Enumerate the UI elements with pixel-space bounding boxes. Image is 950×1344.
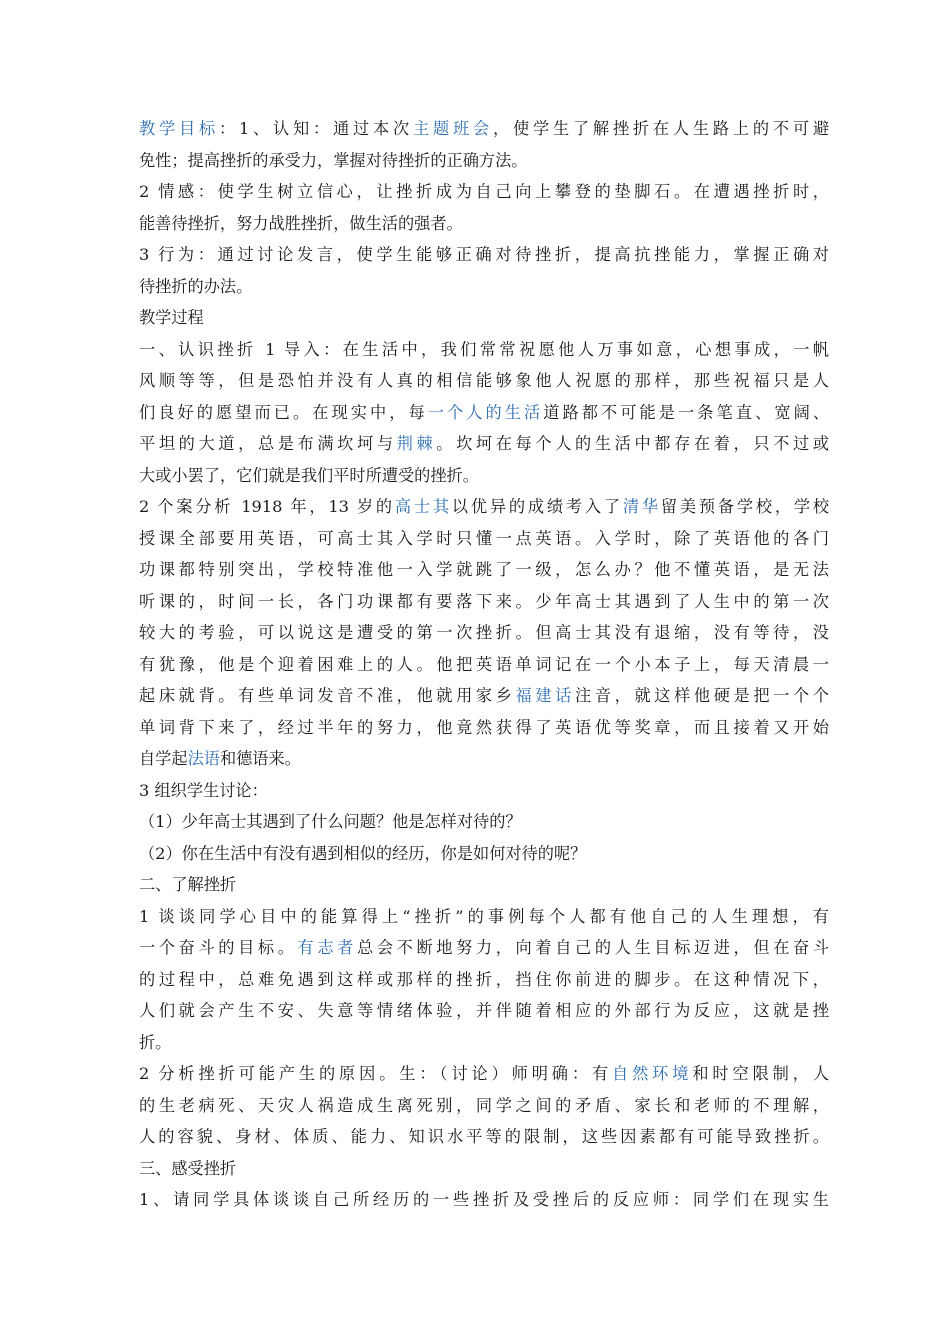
text-line — [139, 649, 829, 681]
text-line — [139, 586, 829, 618]
text-segment: 人的容貌、身材、体质、能力、知识水平等的限制，这些因素都有可能导致挫折。 — [139, 1127, 829, 1146]
text-segment: 总会不断地努力，向着自己的人生目标迈进，但在奋斗 — [357, 938, 830, 957]
keyword-link[interactable]: 高士其 — [394, 497, 452, 516]
text-line — [139, 302, 829, 334]
text-segment: 平坦的大道，总是布满坎坷与 — [139, 434, 397, 453]
text-line — [139, 145, 829, 177]
text-line — [139, 806, 829, 838]
text-line — [139, 523, 829, 555]
text-line — [139, 775, 829, 807]
keyword-link[interactable]: 法语 — [187, 749, 220, 768]
keyword-link[interactable]: 一个人的生活 — [427, 402, 544, 422]
text-segment: 二、了解挫折 — [139, 875, 237, 894]
text-segment: （2）你在生活中有没有遇到相似的经历，你是如何对待的呢？ — [139, 843, 587, 863]
text-segment: 起床就背。有些单词发音不准，他就用家乡 — [139, 686, 516, 705]
text-line — [139, 1153, 829, 1185]
text-segment: 授课全部要用英语，可高士其入学时只懂一点英语。入学时，除了英语他的各门 — [139, 528, 829, 548]
text-segment: （1）少年高士其遇到了什么问题？他是怎样对待的？ — [139, 812, 522, 831]
text-segment: 大或小罢了，它们就是我们平时所遭受的挫折。 — [139, 465, 479, 485]
text-segment: 人们就会产生不安、失意等情绪体验，并伴随着相应的外部行为反应，这就是挫 — [139, 1001, 829, 1020]
text-segment: 单词背下来了，经过半年的努力，他竟然获得了英语优等奖章，而且接着又开始 — [139, 717, 829, 737]
text-segment: 教学过程 — [139, 308, 204, 327]
keyword-link[interactable]: 主题班会 — [413, 119, 493, 138]
text-segment: 们良好的愿望而已。在现实中，每 — [139, 402, 428, 422]
text-segment: 一、认识挫折 1 导入：在生活中，我们常常祝愿他人万事如意，心想事成，一帆 — [139, 339, 829, 359]
text-segment: 待挫折的办法。 — [139, 276, 253, 296]
text-line — [139, 617, 829, 649]
text-line — [139, 428, 829, 460]
text-line — [139, 176, 829, 208]
text-segment: 以优异的成绩考入了 — [451, 497, 623, 516]
text-line — [139, 712, 829, 744]
text-line — [139, 1121, 829, 1153]
text-segment: 3 组织学生讨论： — [139, 780, 268, 800]
keyword-link[interactable]: 教学目标 — [139, 119, 219, 138]
text-segment: 道路都不可能是一条笔直、宽阔、 — [543, 402, 830, 422]
text-segment: 1、请同学具体谈谈自己所经历的一些挫折及受挫后的反应师：同学们在现实生 — [139, 1190, 829, 1209]
text-segment: 能善待挫折，努力战胜挫折，做生活的强者。 — [139, 213, 463, 233]
text-line — [139, 932, 829, 964]
text-segment: 和德语来。 — [219, 749, 301, 768]
text-segment: 3 行为：通过讨论发言，使学生能够正确对待挫折，提高抗挫能力，掌握正确对 — [139, 245, 829, 264]
text-segment: 1 谈谈同学心目中的能算得上“挫折”的事例每个人都有他自己的人生理想，有 — [139, 906, 829, 926]
text-segment: 自学起 — [139, 749, 188, 768]
text-segment: 免性；提高挫折的承受力，掌握对待挫折的正确方法。 — [139, 150, 528, 170]
keyword-link[interactable]: 清华 — [622, 497, 661, 516]
text-segment: 有犹豫，他是个迎着困难上的人。他把英语单词记在一个小本子上，每天清晨一 — [139, 654, 829, 674]
text-line — [139, 901, 829, 933]
text-line — [139, 1027, 829, 1059]
text-segment: 的过程中，总难免遇到这样或那样的挫折，挡住你前进的脚步。在这种情况下， — [139, 969, 829, 989]
text-line — [139, 1058, 829, 1090]
text-line — [139, 743, 829, 775]
text-segment: ，使学生了解挫折在人生路上的不可避 — [492, 119, 830, 138]
keyword-link[interactable]: 福建话 — [515, 686, 576, 705]
text-segment: 的生老病死、天灾人祸造成生离死别，同学之间的矛盾、家长和老师的不理解， — [139, 1095, 829, 1115]
text-segment: 2 情感：使学生树立信心，让挫折成为自己向上攀登的垫脚石。在遭遇挫折时， — [139, 182, 829, 201]
keyword-link[interactable]: 有志者 — [297, 938, 358, 957]
text-line — [139, 397, 829, 429]
text-line — [139, 271, 829, 303]
text-segment: ：1、认知：通过本次 — [218, 119, 413, 138]
text-segment: 和时空限制，人 — [692, 1064, 829, 1083]
text-line — [139, 1184, 829, 1216]
text-segment: 较大的考验，可以说这是遭受的第一次挫折。但高士其没有退缩，没有等待，没 — [139, 623, 829, 642]
text-line — [139, 995, 829, 1027]
text-line — [139, 113, 829, 145]
document-body — [139, 113, 829, 1216]
text-segment: 注音，就这样他硬是把一个个 — [575, 686, 830, 705]
text-line — [139, 334, 829, 366]
keyword-link[interactable]: 荆棘 — [396, 434, 437, 453]
text-line — [139, 491, 829, 523]
text-segment: 。坎坷在每个人的生活中都存在着，只不过或 — [436, 434, 830, 453]
text-segment: 折。 — [139, 1032, 172, 1052]
text-segment: 风顺等等，但是恐怕并没有人真的相信能够象他人祝愿的那样，那些祝福只是人 — [139, 371, 829, 390]
text-line — [139, 964, 829, 996]
text-segment: 三、感受挫折 — [139, 1158, 237, 1178]
text-segment: 功课都特别突出，学校特准他一入学就跳了一级，怎么办？他不懂英语，是无法 — [139, 560, 829, 579]
text-segment: 2 个案分析 1918 年，13 岁的 — [139, 497, 395, 516]
text-line — [139, 365, 829, 397]
text-line — [139, 838, 829, 870]
text-segment: 留美预备学校，学校 — [660, 497, 830, 516]
text-line — [139, 239, 829, 271]
text-segment: 2 分析挫折可能产生的原因。生：（讨论）师明确：有 — [139, 1064, 613, 1083]
text-line — [139, 208, 829, 240]
text-line — [139, 460, 829, 492]
text-segment: 听课的，时间一长，各门功课都有要落下来。少年高士其遇到了人生中的第一次 — [139, 591, 829, 611]
text-segment: 一个奋斗的目标。 — [139, 938, 298, 957]
text-line — [139, 869, 829, 901]
text-line — [139, 1090, 829, 1122]
keyword-link[interactable]: 自然环境 — [612, 1064, 693, 1083]
text-line — [139, 680, 829, 712]
text-line — [139, 554, 829, 586]
